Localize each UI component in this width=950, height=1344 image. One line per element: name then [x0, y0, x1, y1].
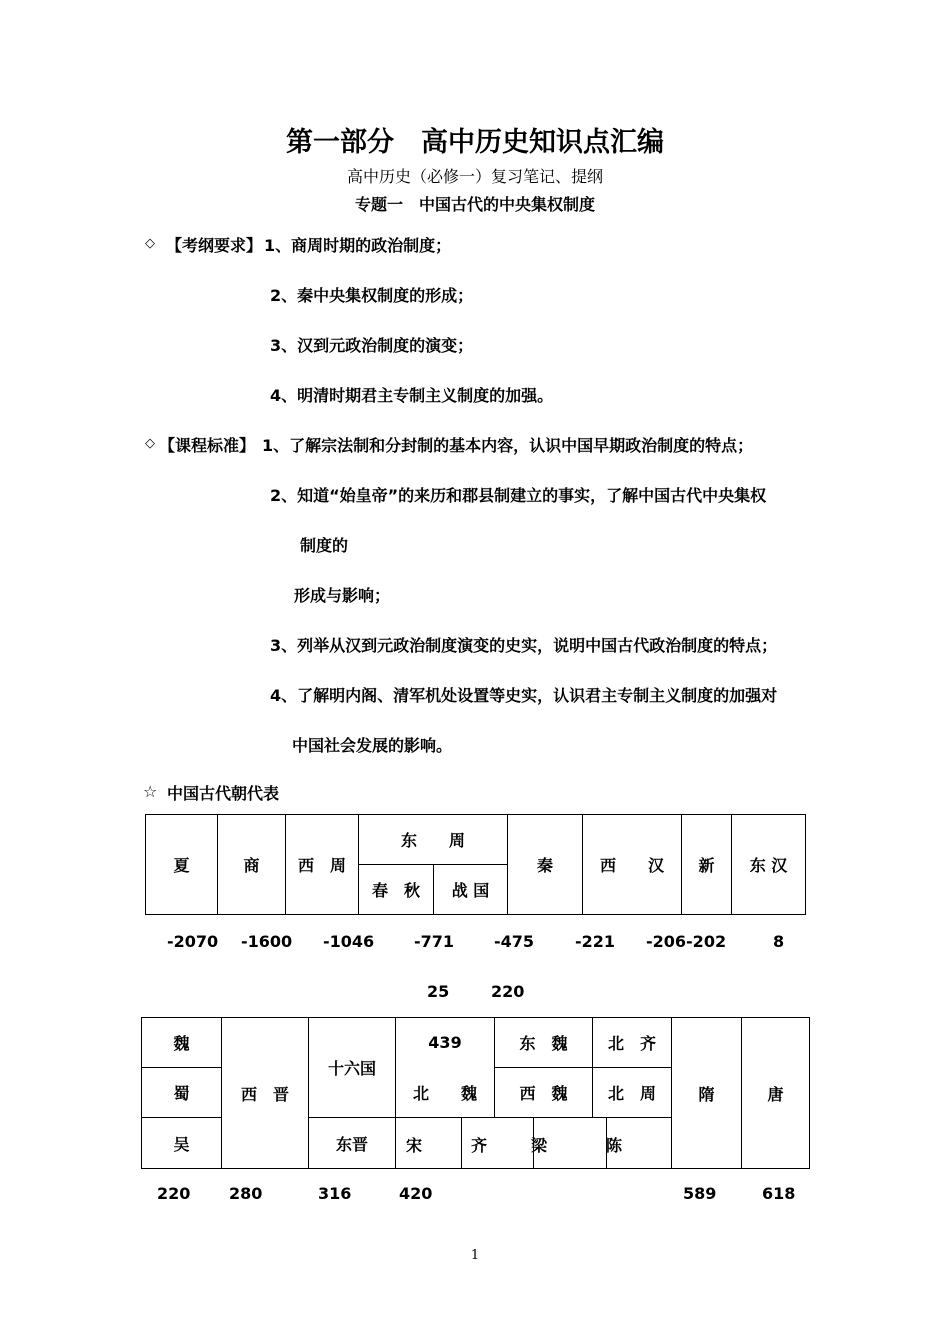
cell-xia: 夏	[146, 815, 218, 915]
year-label: 8	[773, 932, 785, 951]
cell-southern-dynasties	[396, 1118, 672, 1169]
dynasty-table-1	[145, 814, 806, 915]
diamond-bullet-icon: ◇	[145, 236, 155, 251]
year-label: 618	[762, 1184, 796, 1203]
standard-item-2-end: 形成与影响；	[294, 586, 391, 605]
cell-xin: 新	[682, 815, 732, 915]
year-label: 589	[683, 1184, 717, 1203]
cell-tang: 唐	[742, 1018, 810, 1169]
cell-shang: 商	[218, 815, 286, 915]
year-label: -206-202	[646, 932, 727, 951]
cell-zhanguo: 战 国	[434, 865, 508, 915]
year-label: 316	[318, 1184, 352, 1203]
cell-shu: 蜀	[142, 1068, 222, 1118]
standard-label: 【课程标准】	[159, 436, 256, 455]
cell-dongjin: 东晋	[309, 1118, 396, 1169]
exam-item-3: 3、汉到元政治制度的演变；	[270, 336, 474, 355]
year-label: 280	[229, 1184, 263, 1203]
standard-item-4: 4、了解明内阁、清军机处设置等史实，认识君主专制主义制度的加强对	[270, 686, 778, 705]
cell-beizhou: 北 周	[593, 1068, 672, 1118]
standard-item-2: 2、知道“始皇帝”的来历和郡县制建立的事实，了解中国古代中央集权	[270, 486, 767, 505]
standard-item-4-cont: 中国社会发展的影响。	[292, 736, 453, 755]
exam-item-4: 4、明清时期君主专制主义制度的加强。	[270, 386, 554, 405]
year-label: -2070	[167, 932, 219, 951]
cell-sui: 隋	[672, 1018, 742, 1169]
year-label: -771	[414, 932, 455, 951]
song-label: 宋	[406, 1136, 423, 1155]
page-title: 第一部分 高中历史知识点汇编	[286, 127, 664, 158]
page-subtitle: 高中历史（必修一）复习笔记、提纲	[346, 167, 603, 186]
year-label: -1600	[241, 932, 293, 951]
cell-beiqi: 北 齐	[593, 1018, 672, 1068]
dynasty-table-2	[141, 1017, 810, 1169]
year-label: -475	[494, 932, 535, 951]
page-number: 1	[470, 1248, 480, 1263]
cell-xiwei: 西 魏	[495, 1068, 593, 1118]
standard-item-1: 1、了解宗法制和分封制的基本内容，认识中国早期政治制度的特点；	[262, 436, 754, 455]
standard-item-2-cont: 制度的	[300, 536, 349, 555]
star-icon: ☆	[143, 782, 158, 801]
cell-xizhou: 西 周	[286, 815, 359, 915]
chen-label: 陈	[606, 1136, 623, 1155]
year-label: 220	[157, 1184, 191, 1203]
cell-donghan: 东 汉	[732, 815, 806, 915]
topic-heading: 专题一 中国古代的中央集权制度	[354, 195, 595, 214]
cell-beiwei: 北 魏	[396, 1068, 495, 1118]
year-label: 220	[491, 982, 525, 1001]
cell-dongzhou: 东 周	[359, 815, 508, 865]
year-label: 420	[399, 1184, 433, 1203]
year-label: 25	[427, 982, 450, 1001]
diamond-bullet-icon: ◇	[145, 436, 155, 451]
year-label: -1046	[323, 932, 375, 951]
cell-xihan: 西 汉	[583, 815, 682, 915]
liang-label: 梁	[531, 1136, 548, 1155]
qi-label: 齐	[471, 1136, 488, 1155]
cell-wei: 魏	[142, 1018, 222, 1068]
exam-item-2: 2、秦中央集权制度的形成；	[270, 286, 474, 305]
exam-item-1: 1、商周时期的政治制度；	[264, 236, 452, 255]
cell-qin: 秦	[508, 815, 583, 915]
dynasty-table-heading: 中国古代朝代表	[167, 784, 280, 803]
cell-xijin: 西 晋	[222, 1018, 309, 1169]
cell-wu: 吴	[142, 1118, 222, 1169]
cell-dongwei: 东 魏	[495, 1018, 593, 1068]
cell-439: 439	[396, 1018, 495, 1068]
cell-shiliuguo: 十六国	[309, 1018, 396, 1118]
cell-chunqiu: 春 秋	[359, 865, 434, 915]
year-label: -221	[575, 932, 616, 951]
standard-item-3: 3、列举从汉到元政治制度演变的史实，说明中国古代政治制度的特点；	[270, 636, 778, 655]
exam-label: 【考纲要求】	[166, 236, 263, 255]
